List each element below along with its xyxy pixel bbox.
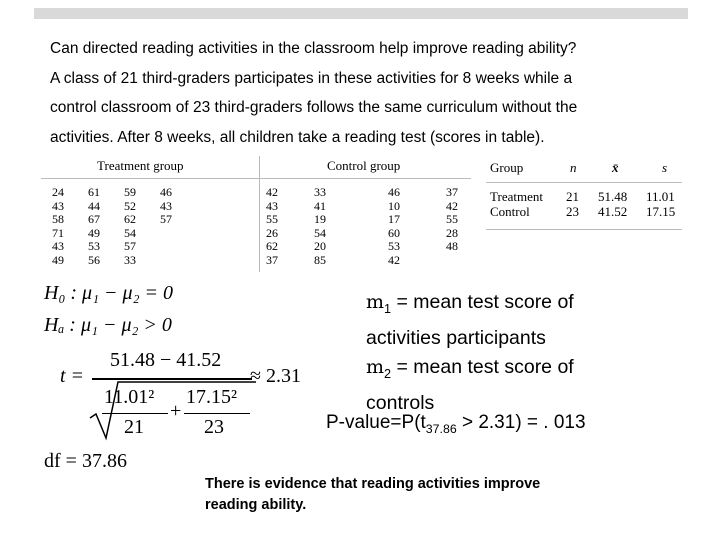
intro-line-4: activities. After 8 weeks, all children take a reading test (scores in table). — [50, 128, 545, 146]
mu1-definition — [366, 288, 666, 324]
table-cell: 28 — [446, 225, 458, 240]
se-term1-bar — [102, 413, 168, 414]
table-cell: 56 — [88, 252, 100, 267]
table-cell: 48 — [446, 239, 458, 253]
table-cell: 10 — [388, 198, 400, 213]
table-cell: 41 — [314, 198, 326, 213]
se-term2-denominator: 23 — [204, 416, 224, 438]
table-cell: 33 — [124, 252, 136, 267]
p-value-suffix: > 2.31) = . 013 — [456, 412, 586, 433]
table-cell: 67 — [88, 212, 100, 226]
table-cell: 43 — [52, 198, 64, 213]
problem-statement — [50, 34, 680, 152]
table-cell: 17 — [388, 212, 400, 226]
degrees-of-freedom: df = 37.86 — [44, 450, 127, 472]
table-cell: 37 — [446, 185, 458, 199]
table-cell: 26 — [266, 225, 278, 240]
table-cell: 62 — [266, 239, 278, 253]
table-row — [41, 254, 471, 266]
table-cell: 42 — [446, 198, 458, 213]
summary-header-group: Group — [490, 160, 524, 175]
table-row — [41, 240, 471, 252]
table-cell: 85 — [314, 252, 326, 267]
table-cell: 24 — [52, 185, 64, 199]
summary-bottom-rule — [486, 229, 682, 230]
table-cell: 52 — [124, 198, 136, 213]
p-value — [326, 412, 586, 436]
table-cell: 71 — [52, 225, 64, 240]
table-cell: 58 — [52, 212, 64, 226]
summary-header-sd: s — [662, 160, 668, 175]
table-cell: 42 — [266, 185, 278, 199]
null-hypothesis: H₀ : μ₁ − μ₂ = 0 — [44, 282, 174, 304]
summary-row-treatment-mean: 51.48 — [598, 189, 628, 204]
mu1-text: = mean test score of — [391, 291, 574, 313]
summary-row-control-group: Control — [490, 204, 530, 219]
table-cell: 60 — [388, 225, 400, 240]
mu1-subscript: 1 — [384, 301, 392, 316]
mu2-text: = mean test score of — [391, 355, 574, 378]
table-cell: 62 — [124, 212, 136, 226]
treatment-group-header: Treatment group — [97, 158, 184, 173]
se-term2-bar — [184, 413, 250, 414]
table-cell: 57 — [124, 239, 136, 253]
table-cell: 20 — [314, 239, 326, 253]
intro-line-3: control classroom of 23 third-graders follows the same curriculum without the — [50, 99, 578, 116]
control-group-header: Control group — [327, 158, 401, 173]
t-numerator: 51.48 − 41.52 — [110, 349, 222, 371]
table-cell: 46 — [160, 185, 172, 199]
title-bar-decoration — [34, 8, 688, 19]
se-term1-denominator: 21 — [124, 416, 144, 438]
table-cell: 54 — [314, 225, 326, 240]
header-rule — [41, 178, 471, 179]
table-cell: 33 — [314, 185, 326, 199]
table-cell: 19 — [314, 212, 326, 226]
table-row — [41, 186, 471, 198]
table-cell: 43 — [160, 198, 172, 213]
intro-line-2: A class of 21 third-graders participates in these activities for 8 weeks while a — [50, 69, 573, 87]
table-cell: 57 — [160, 212, 172, 226]
summary-row-treatment-n: 21 — [566, 189, 579, 204]
parameter-definitions — [366, 288, 666, 418]
mu2-symbol: m — [366, 355, 385, 378]
table-row — [41, 227, 471, 239]
table-cell: 55 — [446, 212, 458, 226]
conclusion-line-2: reading ability. — [205, 497, 307, 513]
summary-row-control-mean: 41.52 — [598, 204, 628, 219]
table-cell: 43 — [266, 198, 278, 213]
table-cell: 54 — [124, 225, 136, 240]
se-term2-numerator: 17.15² — [186, 386, 237, 408]
se-plus: + — [170, 400, 182, 422]
table-row — [41, 200, 471, 212]
summary-header-mean: x̄ — [612, 160, 619, 175]
summary-row-control-n: 23 — [566, 204, 579, 219]
table-cell: 49 — [52, 252, 64, 267]
summary-row-control-sd: 17.15 — [646, 204, 676, 219]
table-cell: 49 — [88, 225, 100, 240]
mu2-subscript: 2 — [384, 366, 392, 381]
table-cell: 53 — [388, 239, 400, 253]
table-cell: 61 — [88, 185, 100, 199]
p-value-df: 37.86 — [425, 421, 457, 436]
table-cell: 53 — [88, 239, 100, 253]
table-cell: 42 — [388, 252, 400, 267]
table-cell: 44 — [88, 198, 100, 213]
t-result: ≈ 2.31 — [250, 365, 301, 387]
summary-row-treatment-group: Treatment — [490, 189, 543, 204]
table-cell: 43 — [52, 239, 64, 253]
table-cell: 59 — [124, 185, 136, 199]
mu2-definition-cont: controls — [366, 391, 435, 414]
intro-line-1: Can directed reading activities in the classroom help improve reading ability? — [50, 40, 577, 57]
table-cell: 55 — [266, 212, 278, 226]
t-label: t = — [60, 365, 85, 387]
summary-row-treatment-sd: 11.01 — [646, 189, 675, 204]
mu1-definition-cont: activities participants — [366, 326, 546, 349]
alternative-hypothesis: Hₐ : μ₁ − μ₂ > 0 — [44, 314, 172, 336]
table-cell: 37 — [266, 252, 278, 267]
se-term1-numerator: 11.01² — [104, 386, 155, 408]
table-row — [41, 213, 471, 225]
conclusion — [205, 474, 645, 516]
summary-header-rule — [486, 182, 682, 183]
table-cell: 46 — [388, 185, 400, 199]
mu2-definition — [366, 353, 666, 389]
conclusion-line-1: There is evidence that reading activities improve — [205, 476, 541, 492]
mu1-symbol: m — [366, 291, 385, 313]
summary-header-n: n — [570, 160, 577, 175]
p-value-prefix: P-value=P(t — [326, 412, 426, 433]
